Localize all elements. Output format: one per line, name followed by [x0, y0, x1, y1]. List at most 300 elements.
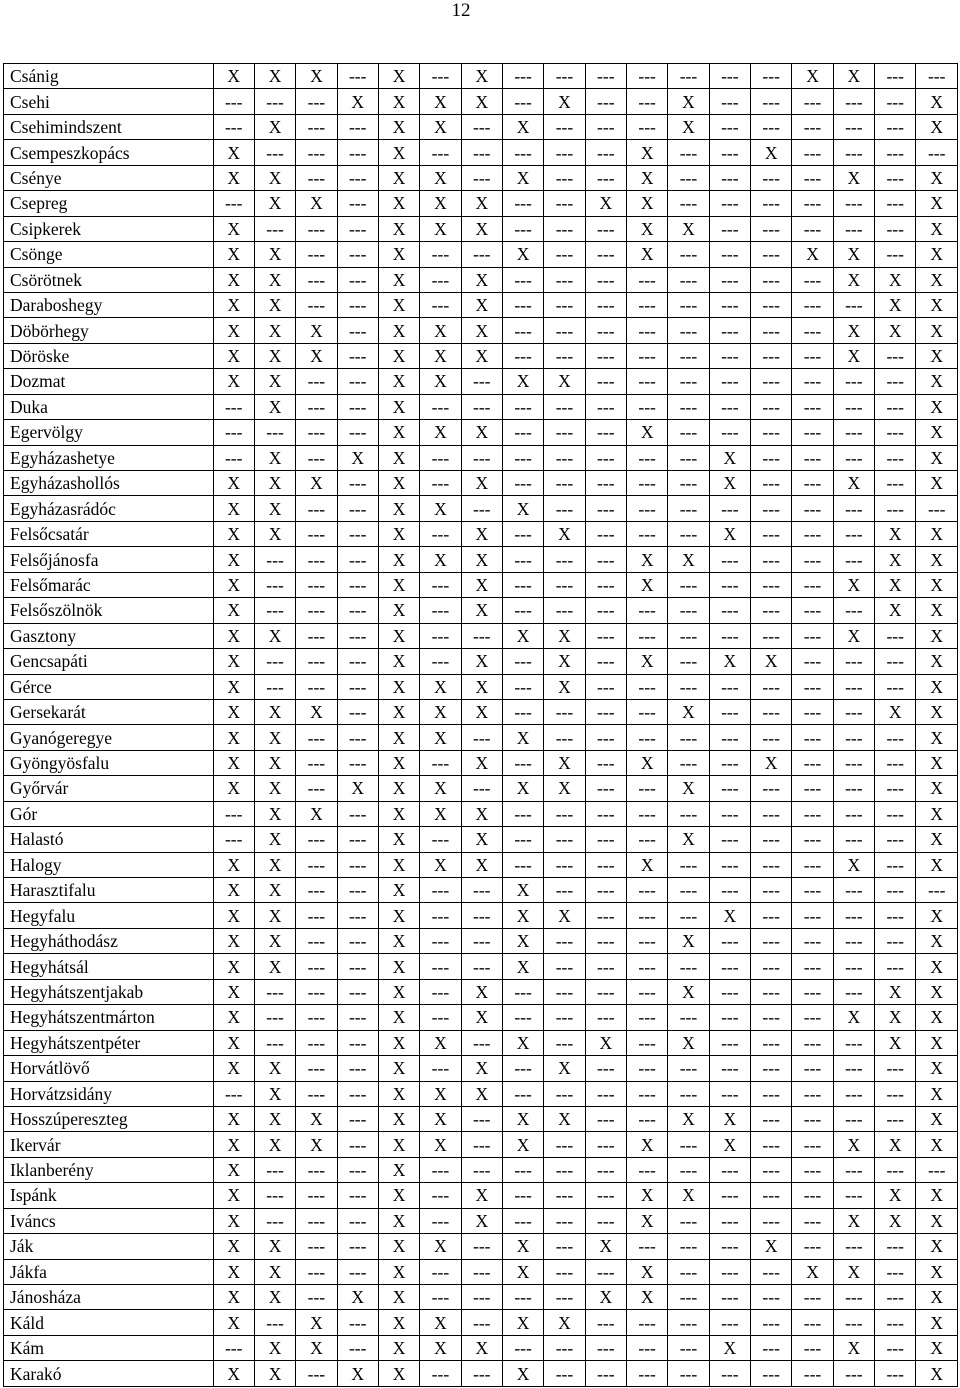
- table-cell: ---: [502, 699, 543, 724]
- table-cell: ---: [833, 1361, 874, 1386]
- table-cell: ---: [502, 1183, 543, 1208]
- table-cell: ---: [751, 1285, 792, 1310]
- table-cell: ---: [544, 1335, 585, 1360]
- table-cell: ---: [709, 64, 750, 89]
- table-cell: ---: [875, 1106, 916, 1131]
- table-cell: X: [916, 801, 958, 826]
- table-cell: ---: [709, 1285, 750, 1310]
- table-cell: ---: [833, 394, 874, 419]
- table-cell: ---: [751, 1208, 792, 1233]
- table-cell: ---: [544, 954, 585, 979]
- table-cell: X: [502, 496, 543, 521]
- table-cell: X: [254, 725, 295, 750]
- table-cell: X: [916, 420, 958, 445]
- table-cell: ---: [751, 394, 792, 419]
- table-cell: ---: [585, 496, 626, 521]
- table-cell: ---: [461, 165, 502, 190]
- table-cell: X: [709, 445, 750, 470]
- table-cell: ---: [833, 979, 874, 1004]
- table-cell: X: [709, 1335, 750, 1360]
- table-cell: ---: [792, 267, 833, 292]
- table-cell: ---: [461, 394, 502, 419]
- table-cell: X: [502, 369, 543, 394]
- table-cell: ---: [709, 598, 750, 623]
- table-cell: ---: [502, 1005, 543, 1030]
- table-cell: ---: [544, 216, 585, 241]
- settlement-name: Gyanógeregye: [4, 725, 214, 750]
- table-cell: X: [337, 445, 378, 470]
- table-cell: ---: [668, 267, 709, 292]
- settlement-name: Csehi: [4, 89, 214, 114]
- table-cell: ---: [337, 1157, 378, 1182]
- table-cell: ---: [337, 699, 378, 724]
- table-cell: X: [833, 64, 874, 89]
- table-cell: ---: [585, 165, 626, 190]
- table-cell: ---: [420, 1056, 461, 1081]
- table-cell: X: [833, 1208, 874, 1233]
- table-cell: X: [254, 394, 295, 419]
- table-cell: X: [916, 1310, 958, 1335]
- table-cell: ---: [585, 64, 626, 89]
- table-cell: ---: [875, 827, 916, 852]
- table-cell: ---: [626, 776, 667, 801]
- table-cell: ---: [833, 801, 874, 826]
- table-cell: X: [875, 1132, 916, 1157]
- table-cell: ---: [585, 750, 626, 775]
- table-cell: ---: [296, 1259, 337, 1284]
- table-cell: ---: [668, 292, 709, 317]
- table-cell: ---: [420, 521, 461, 546]
- table-row: [4, 343, 958, 368]
- table-cell: ---: [585, 394, 626, 419]
- table-cell: ---: [337, 394, 378, 419]
- table-cell: ---: [709, 369, 750, 394]
- table-cell: ---: [337, 572, 378, 597]
- table-row: [4, 649, 958, 674]
- table-cell: ---: [254, 1208, 295, 1233]
- table-cell: X: [751, 750, 792, 775]
- table-row: [4, 776, 958, 801]
- table-cell: X: [296, 1335, 337, 1360]
- table-row: [4, 521, 958, 546]
- table-cell: X: [461, 852, 502, 877]
- table-cell: X: [337, 776, 378, 801]
- table-cell: X: [916, 1106, 958, 1131]
- settlement-name: Döbörhegy: [4, 318, 214, 343]
- table-cell: X: [461, 649, 502, 674]
- table-cell: ---: [833, 674, 874, 699]
- table-cell: X: [420, 1030, 461, 1055]
- table-cell: ---: [751, 903, 792, 928]
- table-cell: ---: [337, 191, 378, 216]
- table-cell: ---: [296, 292, 337, 317]
- table-cell: X: [461, 598, 502, 623]
- table-cell: ---: [875, 114, 916, 139]
- table-cell: X: [213, 725, 254, 750]
- table-cell: X: [916, 394, 958, 419]
- table-cell: X: [420, 1310, 461, 1335]
- table-row: [4, 725, 958, 750]
- table-cell: X: [254, 1056, 295, 1081]
- table-cell: ---: [461, 242, 502, 267]
- table-cell: ---: [296, 954, 337, 979]
- table-row: [4, 623, 958, 648]
- table-cell: ---: [420, 623, 461, 648]
- table-cell: X: [833, 165, 874, 190]
- table-cell: ---: [585, 292, 626, 317]
- settlement-name: Ikervár: [4, 1132, 214, 1157]
- table-cell: ---: [626, 1106, 667, 1131]
- table-cell: X: [378, 878, 419, 903]
- table-cell: ---: [709, 267, 750, 292]
- table-cell: X: [420, 674, 461, 699]
- table-cell: X: [544, 521, 585, 546]
- table-cell: ---: [337, 979, 378, 1004]
- table-cell: X: [916, 242, 958, 267]
- table-cell: ---: [751, 318, 792, 343]
- table-cell: X: [916, 827, 958, 852]
- table-cell: X: [254, 165, 295, 190]
- table-cell: ---: [668, 598, 709, 623]
- table-cell: ---: [668, 1285, 709, 1310]
- table-cell: ---: [544, 1132, 585, 1157]
- table-cell: ---: [875, 1234, 916, 1259]
- table-cell: ---: [502, 572, 543, 597]
- table-cell: ---: [875, 216, 916, 241]
- table-cell: ---: [337, 1208, 378, 1233]
- table-cell: X: [254, 369, 295, 394]
- table-cell: X: [254, 1106, 295, 1131]
- table-cell: X: [254, 801, 295, 826]
- table-cell: ---: [544, 318, 585, 343]
- table-cell: ---: [792, 521, 833, 546]
- table-cell: ---: [833, 878, 874, 903]
- table-cell: ---: [254, 1310, 295, 1335]
- table-cell: ---: [875, 649, 916, 674]
- table-row: [4, 878, 958, 903]
- table-cell: ---: [709, 623, 750, 648]
- table-cell: ---: [461, 114, 502, 139]
- table-cell: X: [378, 1106, 419, 1131]
- table-cell: X: [378, 801, 419, 826]
- table-cell: ---: [875, 89, 916, 114]
- table-cell: ---: [875, 928, 916, 953]
- table-cell: ---: [626, 928, 667, 953]
- table-cell: X: [420, 369, 461, 394]
- table-cell: ---: [502, 649, 543, 674]
- table-cell: ---: [626, 1030, 667, 1055]
- table-cell: ---: [709, 1081, 750, 1106]
- table-cell: X: [833, 242, 874, 267]
- table-cell: ---: [461, 1259, 502, 1284]
- table-cell: ---: [709, 242, 750, 267]
- table-cell: ---: [833, 1056, 874, 1081]
- table-cell: X: [254, 267, 295, 292]
- table-cell: ---: [544, 801, 585, 826]
- table-cell: X: [378, 852, 419, 877]
- table-cell: ---: [833, 699, 874, 724]
- table-cell: ---: [544, 725, 585, 750]
- table-cell: ---: [751, 852, 792, 877]
- table-cell: ---: [626, 318, 667, 343]
- table-cell: ---: [337, 623, 378, 648]
- table-cell: ---: [585, 1310, 626, 1335]
- settlement-name: Kám: [4, 1335, 214, 1360]
- table-row: [4, 1285, 958, 1310]
- table-row: [4, 979, 958, 1004]
- table-cell: ---: [792, 89, 833, 114]
- table-cell: ---: [296, 852, 337, 877]
- table-row: [4, 572, 958, 597]
- table-cell: ---: [544, 1157, 585, 1182]
- table-cell: X: [916, 547, 958, 572]
- table-cell: ---: [792, 725, 833, 750]
- table-cell: ---: [544, 1208, 585, 1233]
- table-cell: ---: [420, 394, 461, 419]
- settlement-name: Felsőcsatár: [4, 521, 214, 546]
- table-cell: X: [461, 292, 502, 317]
- table-cell: ---: [626, 878, 667, 903]
- settlement-name: Felsőjánosfa: [4, 547, 214, 572]
- table-cell: ---: [709, 1208, 750, 1233]
- table-cell: X: [296, 699, 337, 724]
- table-cell: ---: [544, 1183, 585, 1208]
- table-cell: ---: [544, 699, 585, 724]
- table-cell: ---: [833, 598, 874, 623]
- table-cell: ---: [254, 1005, 295, 1030]
- table-cell: ---: [585, 1005, 626, 1030]
- table-cell: X: [626, 1132, 667, 1157]
- table-cell: ---: [668, 725, 709, 750]
- table-cell: X: [378, 64, 419, 89]
- table-cell: ---: [751, 496, 792, 521]
- table-cell: X: [420, 420, 461, 445]
- table-cell: ---: [585, 725, 626, 750]
- table-cell: X: [420, 1081, 461, 1106]
- table-cell: ---: [751, 725, 792, 750]
- table-cell: ---: [337, 903, 378, 928]
- table-cell: X: [296, 1132, 337, 1157]
- table-cell: X: [875, 979, 916, 1004]
- table-cell: ---: [916, 878, 958, 903]
- table-cell: X: [461, 979, 502, 1004]
- table-cell: ---: [502, 394, 543, 419]
- table-cell: ---: [751, 1056, 792, 1081]
- table-cell: ---: [833, 1157, 874, 1182]
- table-cell: X: [213, 242, 254, 267]
- table-cell: ---: [544, 1081, 585, 1106]
- table-row: [4, 1030, 958, 1055]
- table-cell: ---: [420, 1361, 461, 1386]
- table-cell: X: [213, 1361, 254, 1386]
- table-cell: X: [378, 292, 419, 317]
- table-cell: X: [626, 140, 667, 165]
- table-cell: ---: [709, 547, 750, 572]
- table-cell: X: [875, 1005, 916, 1030]
- table-cell: ---: [668, 572, 709, 597]
- table-cell: ---: [626, 801, 667, 826]
- table-row: [4, 954, 958, 979]
- table-cell: ---: [875, 140, 916, 165]
- table-cell: ---: [751, 343, 792, 368]
- table-cell: X: [544, 776, 585, 801]
- table-cell: ---: [420, 1285, 461, 1310]
- table-cell: ---: [296, 165, 337, 190]
- table-cell: ---: [420, 750, 461, 775]
- table-cell: ---: [502, 979, 543, 1004]
- table-cell: ---: [296, 1157, 337, 1182]
- table-cell: ---: [544, 827, 585, 852]
- table-cell: ---: [792, 954, 833, 979]
- settlement-name: Gór: [4, 801, 214, 826]
- table-cell: ---: [792, 496, 833, 521]
- table-cell: ---: [668, 471, 709, 496]
- settlement-name: Gencsapáti: [4, 649, 214, 674]
- table-cell: ---: [585, 979, 626, 1004]
- table-cell: X: [420, 1106, 461, 1131]
- table-cell: ---: [502, 521, 543, 546]
- table-row: [4, 165, 958, 190]
- table-cell: ---: [668, 903, 709, 928]
- table-row: [4, 445, 958, 470]
- table-cell: ---: [709, 114, 750, 139]
- table-cell: ---: [709, 216, 750, 241]
- table-cell: X: [461, 1056, 502, 1081]
- table-cell: X: [502, 1310, 543, 1335]
- table-cell: X: [213, 1056, 254, 1081]
- table-cell: ---: [875, 1361, 916, 1386]
- table-cell: ---: [585, 1259, 626, 1284]
- table-cell: X: [461, 572, 502, 597]
- table-cell: ---: [296, 521, 337, 546]
- table-cell: X: [502, 1259, 543, 1284]
- table-cell: ---: [875, 878, 916, 903]
- table-cell: X: [751, 1234, 792, 1259]
- table-cell: ---: [792, 572, 833, 597]
- table-cell: ---: [585, 928, 626, 953]
- table-cell: ---: [751, 1361, 792, 1386]
- settlement-name: Harasztifalu: [4, 878, 214, 903]
- table-cell: X: [916, 1335, 958, 1360]
- table-cell: X: [544, 649, 585, 674]
- table-cell: X: [378, 420, 419, 445]
- table-cell: ---: [337, 801, 378, 826]
- table-cell: X: [213, 776, 254, 801]
- table-cell: X: [792, 242, 833, 267]
- table-cell: ---: [792, 191, 833, 216]
- table-cell: ---: [254, 674, 295, 699]
- table-cell: ---: [296, 903, 337, 928]
- table-cell: ---: [502, 1208, 543, 1233]
- table-cell: ---: [461, 1157, 502, 1182]
- table-cell: ---: [585, 216, 626, 241]
- table-cell: ---: [668, 1335, 709, 1360]
- table-cell: ---: [668, 343, 709, 368]
- table-cell: X: [544, 674, 585, 699]
- settlement-name: Ják: [4, 1234, 214, 1259]
- table-cell: ---: [296, 1208, 337, 1233]
- table-cell: ---: [833, 114, 874, 139]
- settlement-name: Egervölgy: [4, 420, 214, 445]
- settlement-name: Egyházasrádóc: [4, 496, 214, 521]
- table-cell: X: [420, 801, 461, 826]
- table-cell: ---: [337, 1056, 378, 1081]
- table-cell: ---: [296, 827, 337, 852]
- table-cell: ---: [544, 242, 585, 267]
- table-cell: ---: [585, 623, 626, 648]
- table-cell: ---: [792, 1106, 833, 1131]
- table-row: [4, 699, 958, 724]
- table-cell: ---: [792, 547, 833, 572]
- table-cell: ---: [751, 216, 792, 241]
- table-cell: X: [213, 1005, 254, 1030]
- table-cell: X: [378, 1259, 419, 1284]
- table-cell: ---: [420, 903, 461, 928]
- table-cell: X: [709, 903, 750, 928]
- table-cell: ---: [585, 267, 626, 292]
- table-cell: ---: [502, 318, 543, 343]
- table-cell: X: [461, 674, 502, 699]
- table-cell: ---: [792, 801, 833, 826]
- table-cell: X: [296, 1310, 337, 1335]
- table-cell: X: [337, 1285, 378, 1310]
- table-cell: ---: [213, 827, 254, 852]
- table-cell: ---: [461, 1285, 502, 1310]
- table-cell: ---: [585, 369, 626, 394]
- table-cell: ---: [461, 496, 502, 521]
- table-cell: X: [254, 750, 295, 775]
- table-cell: ---: [875, 750, 916, 775]
- table-cell: ---: [751, 674, 792, 699]
- table-cell: X: [916, 1081, 958, 1106]
- table-cell: X: [916, 292, 958, 317]
- table-cell: ---: [875, 903, 916, 928]
- table-cell: ---: [626, 496, 667, 521]
- table-cell: X: [213, 928, 254, 953]
- table-cell: X: [916, 1234, 958, 1259]
- table-cell: X: [502, 725, 543, 750]
- table-cell: ---: [296, 598, 337, 623]
- table-cell: ---: [792, 598, 833, 623]
- table-cell: X: [337, 1361, 378, 1386]
- table-cell: ---: [751, 445, 792, 470]
- table-cell: ---: [337, 649, 378, 674]
- table-cell: X: [420, 547, 461, 572]
- table-cell: X: [916, 521, 958, 546]
- table-cell: ---: [751, 878, 792, 903]
- table-cell: ---: [585, 1183, 626, 1208]
- table-cell: ---: [668, 242, 709, 267]
- table-cell: ---: [875, 801, 916, 826]
- table-cell: ---: [709, 1234, 750, 1259]
- table-cell: X: [626, 852, 667, 877]
- table-cell: X: [875, 699, 916, 724]
- table-cell: X: [378, 343, 419, 368]
- table-cell: X: [875, 1030, 916, 1055]
- table-cell: ---: [213, 191, 254, 216]
- table-cell: X: [378, 191, 419, 216]
- table-cell: ---: [626, 89, 667, 114]
- table-cell: X: [916, 1005, 958, 1030]
- table-cell: ---: [833, 903, 874, 928]
- table-cell: X: [378, 979, 419, 1004]
- settlement-name: Jákfa: [4, 1259, 214, 1284]
- table-cell: X: [461, 89, 502, 114]
- table-cell: X: [254, 318, 295, 343]
- table-cell: ---: [337, 750, 378, 775]
- table-cell: X: [254, 191, 295, 216]
- table-cell: ---: [420, 1259, 461, 1284]
